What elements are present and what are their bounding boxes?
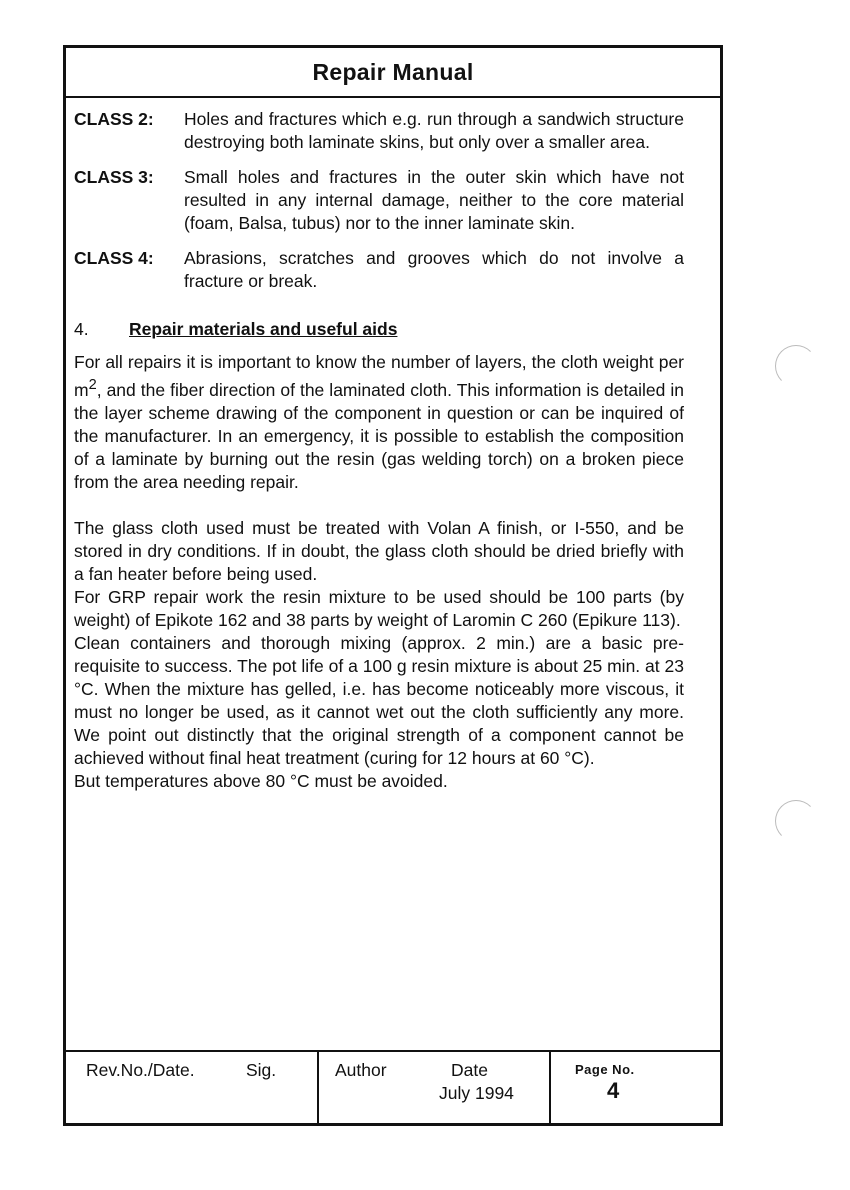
scan-artifact-mark bbox=[775, 800, 817, 842]
document-frame bbox=[63, 45, 723, 1126]
page-footer bbox=[66, 1050, 720, 1123]
paragraph: But temperatures above 80 °C must be avoided. bbox=[74, 770, 448, 791]
page-number: 4 bbox=[607, 1078, 620, 1103]
paragraph: Clean containers and thorough mixing (approx. 2 min.) are a basic pre-requisite to success. The pot life of a 100 g resin mixture is about 25 min. at 23 °C. When the mixture has gelled, i.e. has become noticeably more viscous, it must no longer be used, as it cannot wet out the cloth sufficiently any more. We point out distinctly that the original strength of a component cannot be achieved without final heat treatment (curing for 12 hours at 60 °C). bbox=[74, 632, 684, 768]
class-description: Abrasions, scratches and grooves which do not involve a fracture or break. bbox=[184, 248, 684, 291]
page-header bbox=[66, 48, 720, 98]
class-description: Small holes and fractures in the outer skin which have not resulted in any internal damage, neither to the core material (foam, Balsa, tubus) nor to the inner laminate skin. bbox=[184, 167, 684, 233]
footer-author-cell bbox=[319, 1052, 551, 1123]
scan-artifact-mark bbox=[775, 345, 817, 387]
superscript: 2 bbox=[88, 377, 97, 393]
page-title: Repair Manual bbox=[312, 58, 474, 85]
paragraph bbox=[74, 351, 684, 494]
section-heading bbox=[74, 318, 684, 341]
paragraph: For GRP repair work the resin mixture to be used should be 100 parts (by weight) of Epikote 162 and 38 parts by weight of Laromin C 260 (Epikure 113). bbox=[74, 586, 684, 630]
class-label: CLASS 2: bbox=[74, 109, 154, 129]
signature-label: Sig. bbox=[246, 1060, 277, 1080]
paragraph: The glass cloth used must be treated with Volan A finish, or I-550, and be stored in dry conditions. If in doubt, the glass cloth should be dried briefly with a fan heater before being used. bbox=[74, 517, 684, 584]
page-content bbox=[74, 108, 684, 793]
page-number-label: Page No. bbox=[575, 1062, 635, 1077]
class-item bbox=[74, 247, 684, 293]
section-number: 4. bbox=[74, 319, 89, 339]
revision-label: Rev.No./Date. bbox=[86, 1060, 195, 1080]
paragraph-text: For all repairs it is important to know the number of layers, the cloth weight per m bbox=[74, 352, 684, 400]
footer-page-cell bbox=[551, 1052, 720, 1123]
date-label: Date bbox=[451, 1060, 488, 1080]
paragraph-text: , and the fiber direction of the laminated cloth. This information is detailed in the layer scheme drawing of the component in question or can be inquired of the manufacturer. In an emergency, it is possible to establish the composition of a laminate by burning out the resin (gas welding torch) on a broken piece from the area needing repair. bbox=[74, 379, 684, 492]
class-label: CLASS 4: bbox=[74, 248, 154, 268]
section-title: Repair materials and useful aids bbox=[129, 319, 398, 339]
class-item bbox=[74, 166, 684, 235]
class-description: Holes and fractures which e.g. run through a sandwich structure destroying both laminate skins, but only over a smaller area. bbox=[184, 109, 684, 152]
footer-revision-cell bbox=[66, 1052, 319, 1123]
date-value: July 1994 bbox=[439, 1083, 514, 1103]
class-label: CLASS 3: bbox=[74, 167, 154, 187]
author-label: Author bbox=[335, 1060, 387, 1080]
class-item bbox=[74, 108, 684, 154]
